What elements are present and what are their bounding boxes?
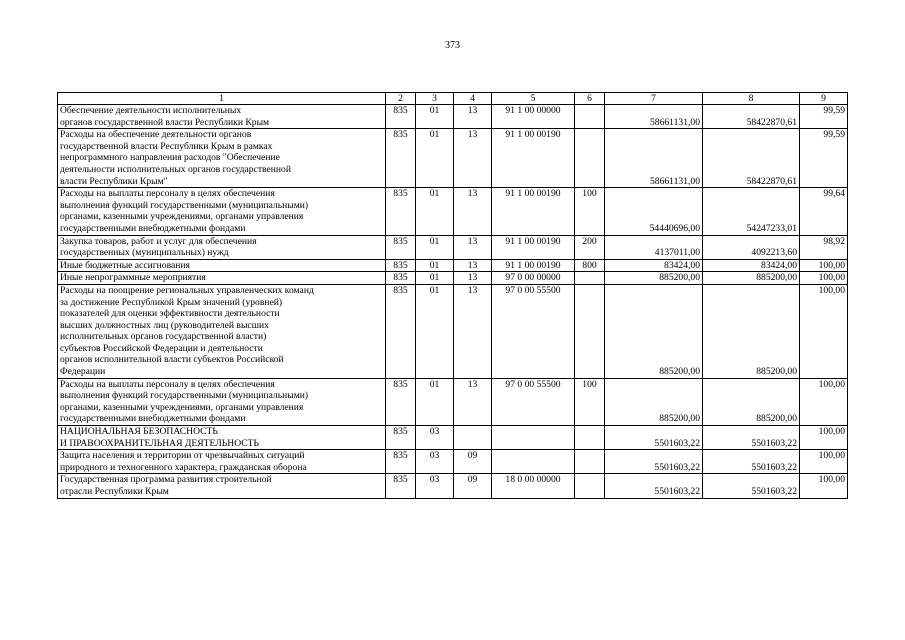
section-code: 03 [416,450,454,474]
planned-amount: 885200,00 [605,378,703,425]
planned-amount: 83424,00 [605,259,703,272]
section-code: 01 [416,272,454,285]
page-number: 373 [445,40,460,51]
column-header: 5 [492,93,575,105]
planned-amount: 54440696,00 [605,188,703,235]
subsection-code: 09 [454,450,492,474]
expense-type-code [575,129,605,188]
expense-type-code: 800 [575,259,605,272]
expense-type-code [575,284,605,378]
table-row [58,378,848,425]
column-header: 2 [386,93,416,105]
table-row [58,235,848,259]
table-row [58,426,848,450]
target-article-code: 91 1 00 00000 [492,105,575,129]
ministry-code: 835 [386,259,416,272]
row-name: Защита населения и территории от чрезвычайных ситуаций природного и техногенного характера, гражданская оборона [58,450,386,474]
target-article-code: 97 0 00 55500 [492,284,575,378]
executed-amount: 58422870,61 [703,105,800,129]
target-article-code [492,426,575,450]
section-code: 03 [416,474,454,498]
planned-amount: 58661131,00 [605,129,703,188]
row-name: Иные бюджетные ассигнования [58,259,386,272]
executed-amount: 54247233,01 [703,188,800,235]
subsection-code: 13 [454,235,492,259]
execution-percent: 100,00 [800,259,848,272]
ministry-code: 835 [386,474,416,498]
planned-amount: 5501603,22 [605,450,703,474]
section-code: 01 [416,188,454,235]
ministry-code: 835 [386,188,416,235]
column-number-row [58,93,848,105]
table-row [58,188,848,235]
expense-type-code: 200 [575,235,605,259]
execution-percent: 99,64 [800,188,848,235]
ministry-code: 835 [386,284,416,378]
executed-amount: 885200,00 [703,284,800,378]
planned-amount: 4137011,00 [605,235,703,259]
expense-type-code [575,426,605,450]
table-row [58,284,848,378]
subsection-code [454,426,492,450]
row-name: Расходы на выплаты персоналу в целях обеспечения выполнения функций государственными (муниципальными) органами, казенными учреждениями, органами управления государственными внебюджетными фондами [58,188,386,235]
ministry-code: 835 [386,426,416,450]
table-row [58,272,848,285]
target-article-code: 91 1 00 00190 [492,259,575,272]
ministry-code: 835 [386,235,416,259]
execution-percent: 98,92 [800,235,848,259]
table-row [58,259,848,272]
table-row [58,474,848,498]
subsection-code: 13 [454,188,492,235]
executed-amount: 5501603,22 [703,426,800,450]
executed-amount: 885200,00 [703,272,800,285]
column-header: 7 [605,93,703,105]
planned-amount: 5501603,22 [605,426,703,450]
subsection-code: 13 [454,378,492,425]
column-header: 6 [575,93,605,105]
execution-percent: 99,59 [800,129,848,188]
expense-type-code [575,474,605,498]
subsection-code: 09 [454,474,492,498]
target-article-code: 18 0 00 00000 [492,474,575,498]
section-code: 01 [416,235,454,259]
subsection-code: 13 [454,284,492,378]
row-name: Иные непрограммные мероприятия [58,272,386,285]
execution-percent: 100,00 [800,272,848,285]
subsection-code: 13 [454,272,492,285]
planned-amount: 5501603,22 [605,474,703,498]
column-header: 4 [454,93,492,105]
ministry-code: 835 [386,272,416,285]
column-header: 1 [58,93,386,105]
expense-type-code: 100 [575,188,605,235]
executed-amount: 4092213,60 [703,235,800,259]
planned-amount: 58661131,00 [605,105,703,129]
expense-type-code [575,450,605,474]
row-name: Государственная программа развития строительной отрасли Республики Крым [58,474,386,498]
executed-amount: 5501603,22 [703,450,800,474]
row-name: Расходы на выплаты персоналу в целях обеспечения выполнения функций государственными (муниципальными) органами, казенными учреждениями, органами управления государственными внебюджетными фондами [58,378,386,425]
planned-amount: 885200,00 [605,272,703,285]
row-name: Обеспечение деятельности исполнительных органов государственной власти Республики Крым [58,105,386,129]
section-code: 01 [416,105,454,129]
executed-amount: 5501603,22 [703,474,800,498]
target-article-code [492,450,575,474]
section-code: 01 [416,378,454,425]
target-article-code: 91 1 00 00190 [492,129,575,188]
section-code: 01 [416,284,454,378]
ministry-code: 835 [386,378,416,425]
expense-type-code [575,105,605,129]
execution-percent: 100,00 [800,474,848,498]
row-name: Закупка товаров, работ и услуг для обеспечения государственных (муниципальных) нужд [58,235,386,259]
executed-amount: 83424,00 [703,259,800,272]
subsection-code: 13 [454,259,492,272]
execution-percent: 100,00 [800,284,848,378]
section-code: 01 [416,259,454,272]
expense-type-code [575,272,605,285]
row-name: НАЦИОНАЛЬНАЯ БЕЗОПАСНОСТЬ И ПРАВООХРАНИТЕЛЬНАЯ ДЕЯТЕЛЬНОСТЬ [58,426,386,450]
column-header: 8 [703,93,800,105]
table-row [58,129,848,188]
subsection-code: 13 [454,129,492,188]
target-article-code: 97 0 00 55500 [492,378,575,425]
target-article-code: 91 1 00 00190 [492,188,575,235]
ministry-code: 835 [386,450,416,474]
ministry-code: 835 [386,129,416,188]
expense-type-code: 100 [575,378,605,425]
budget-table [57,92,848,499]
column-header: 3 [416,93,454,105]
executed-amount: 885200,00 [703,378,800,425]
table-row [58,450,848,474]
subsection-code: 13 [454,105,492,129]
execution-percent: 99,59 [800,105,848,129]
execution-percent: 100,00 [800,378,848,425]
column-header: 9 [800,93,848,105]
target-article-code: 91 1 00 00190 [492,235,575,259]
section-code: 01 [416,129,454,188]
executed-amount: 58422870,61 [703,129,800,188]
execution-percent: 100,00 [800,450,848,474]
execution-percent: 100,00 [800,426,848,450]
table-row [58,105,848,129]
row-name: Расходы на поощрение региональных управленческих команд за достижение Республикой Крым значений (уровней) показателей для оценки эффективности деятельности высших должностных лиц (руководителей высших исполнительных органов государственной власти) субъектов Российской Федерации и деятельности органов исполнительной власти субъектов Российской Федерации [58,284,386,378]
ministry-code: 835 [386,105,416,129]
section-code: 03 [416,426,454,450]
target-article-code: 97 0 00 00000 [492,272,575,285]
planned-amount: 885200,00 [605,284,703,378]
row-name: Расходы на обеспечение деятельности органов государственной власти Республики Крым в рамках непрограммного направления расходов "Обеспечение деятельности исполнительных органов государственной власти Республики Крым" [58,129,386,188]
